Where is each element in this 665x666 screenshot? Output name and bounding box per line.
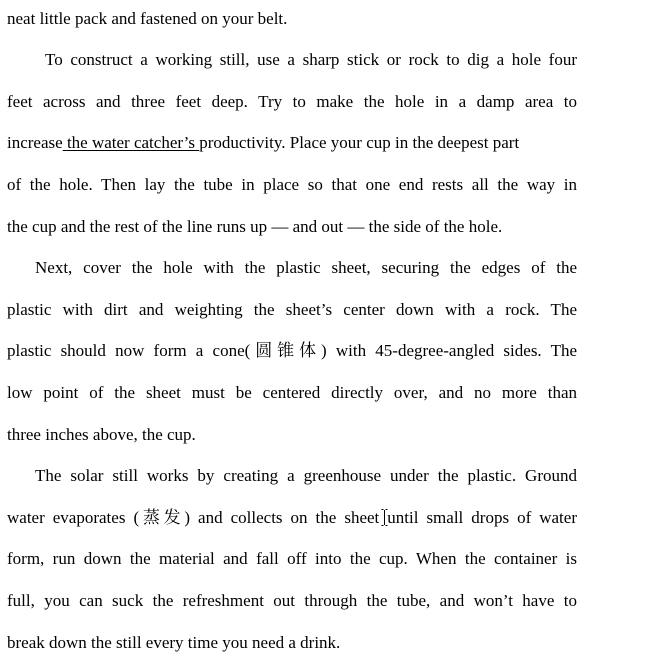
text-segment: increase (7, 133, 63, 152)
paragraph-2-line-2: plastic with dirt and weighting the sheet’s center down with a rock. The (7, 300, 577, 319)
paragraph-1-line-2: feet across and three feet deep. Try to make the hole in a damp area to (7, 92, 577, 111)
paragraph-3-line-1: The solar still works by creating a greenhouse under the plastic. Ground (35, 466, 577, 485)
paragraph-3-line-4: full, you can suck the refreshment out through the tube, and won’t have to (7, 591, 577, 610)
paragraph-2-line-1: Next, cover the hole with the plastic sheet, securing the edges of the (35, 258, 577, 277)
text-line-1: neat little pack and fastened on your belt. (7, 9, 288, 28)
text-cursor-icon (381, 509, 388, 526)
paragraph-3-line-5: break down the still every time you need a drink. (7, 633, 341, 652)
underlined-phrase (63, 133, 200, 152)
paragraph-2-line-5: three inches above, the cup. (7, 425, 196, 444)
paragraph-3-line-2: water evaporates (蒸发) and collects on the sheet until small drops of water (7, 508, 577, 527)
paragraph-2-line-3: plastic should now form a cone(圆锥体) with 45-degree-angled sides. The (7, 341, 577, 360)
paragraph-1-line-1: To construct a working still, use a sharp stick or rock to dig a hole four (45, 50, 577, 69)
paragraph-1-line-3 (7, 133, 577, 153)
paragraph-3-line-3: form, run down the material and fall off into the cup. When the container is (7, 549, 577, 568)
paragraph-2-line-4: low point of the sheet must be centered directly over, and no more than (7, 383, 577, 402)
paragraph-1-line-5: the cup and the rest of the line runs up — and out — the side of the hole. (7, 217, 503, 236)
underlined-text: the water catcher’s (66, 133, 195, 152)
paragraph-1-line-4: of the hole. Then lay the tube in place so that one end rests all the way in (7, 175, 577, 194)
text-segment: productivity. Place your cup in the deepest part (199, 133, 520, 152)
